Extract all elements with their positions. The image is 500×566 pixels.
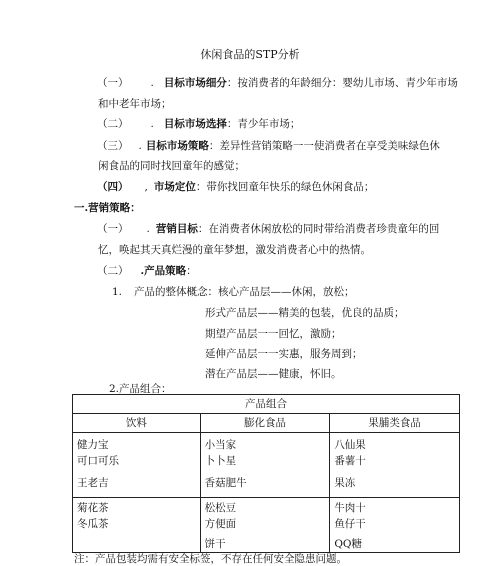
product-strategy-label: .产品策略 bbox=[140, 265, 187, 277]
marketing-goal-text: ：在消费者休闲放松的同时带给消费者珍贵童年的回 bbox=[197, 223, 440, 235]
marketing-goal-dot: . bbox=[146, 223, 150, 235]
product-strategy bbox=[97, 264, 197, 278]
table-row bbox=[73, 433, 460, 498]
table-cell bbox=[330, 433, 460, 498]
stp-item-3 bbox=[97, 139, 440, 153]
product-strategy-colon: ： bbox=[186, 265, 197, 277]
marketing-goal-num: （一） bbox=[97, 223, 129, 235]
stp-item-1-label: 目标市场细分 bbox=[163, 77, 227, 89]
table-item: 八仙果 bbox=[334, 439, 366, 451]
table-header-puffed: 膨化食品 bbox=[200, 414, 330, 433]
stp-item-3-text: ：差异性营销策略一一使消费者在享受美味绿色休 bbox=[208, 140, 440, 152]
stp-item-2 bbox=[97, 117, 300, 131]
stp-item-2-dot: . bbox=[150, 118, 154, 130]
product-concept bbox=[112, 285, 355, 299]
table-item: 松松豆 bbox=[204, 502, 237, 514]
table-header-drinks: 饮料 bbox=[73, 414, 201, 433]
table-item bbox=[77, 536, 196, 552]
stp-item-3-cont: 闲食品的同时找回童年的感觉； bbox=[98, 160, 245, 172]
table-row bbox=[73, 498, 460, 553]
stp-item-1-num: （一） bbox=[97, 77, 129, 89]
stp-item-2-num: （二） bbox=[97, 118, 129, 130]
table-item: 卜卜星 bbox=[204, 455, 237, 467]
product-layer-expected: 期望产品层一一回忆，激励； bbox=[205, 328, 342, 340]
stp-item-4-num: （四） bbox=[97, 181, 129, 193]
table-cell bbox=[200, 433, 330, 498]
product-layer-augmented: 延伸产品层一一实惠，服务周到； bbox=[205, 348, 363, 360]
table-cell bbox=[73, 498, 201, 553]
stp-item-2-text: ：青少年市场； bbox=[226, 118, 301, 130]
stp-item-4-dot: , bbox=[144, 181, 148, 193]
table-item: 饼干 bbox=[204, 538, 226, 550]
product-layer-form: 形式产品层——精美的包装，优良的品质； bbox=[205, 307, 405, 319]
table-item: 冬瓜茶 bbox=[77, 518, 109, 530]
table-item: 小当家 bbox=[204, 439, 237, 451]
stp-item-1 bbox=[97, 76, 458, 90]
table-title: 产品组合 bbox=[73, 395, 460, 414]
table-item: QQ糖 bbox=[334, 538, 363, 550]
stp-item-1-text: ：按消费者的年龄细分：婴幼儿市场、青少年市场 bbox=[226, 77, 458, 89]
section-heading-marketing: 一.营销策略： bbox=[74, 202, 141, 214]
table-item: 菊花茶 bbox=[77, 502, 109, 514]
stp-item-3-dot: . bbox=[138, 140, 142, 152]
stp-item-4-text: ：带你找回童年快乐的绿色休闲食品； bbox=[195, 181, 375, 193]
stp-item-4 bbox=[97, 180, 374, 194]
product-mix-table bbox=[72, 394, 460, 553]
table-item: 方便面 bbox=[204, 518, 237, 530]
stp-item-1-cont: 和中老年市场； bbox=[98, 98, 172, 110]
product-concept-num: 1. bbox=[112, 286, 123, 298]
marketing-goal bbox=[97, 222, 439, 236]
table-item: 鱼仔干 bbox=[334, 518, 366, 530]
stp-item-4-label: 市场定位 bbox=[153, 181, 196, 193]
product-concept-text: 产品的整体概念：核心产品层——休闲，放松； bbox=[134, 286, 355, 298]
marketing-goal-cont: 忆，唤起其天真烂漫的童年梦想，激发消费者心中的热情。 bbox=[98, 244, 371, 256]
table-cell bbox=[73, 433, 201, 498]
table-item: 王老吉 bbox=[77, 477, 109, 489]
table-item: 健力宝 bbox=[77, 439, 109, 451]
table-item: 果冻 bbox=[334, 477, 356, 489]
footnote: 注：产品包装均需有安全标签，不存在任何安全隐患问题。 bbox=[74, 553, 347, 565]
table-cell bbox=[200, 498, 330, 553]
table-header-preserved: 果脯类食品 bbox=[330, 414, 460, 433]
document-title: 休闲食品的STP分析 bbox=[200, 48, 300, 61]
stp-item-3-label: 目标市场策略 bbox=[145, 140, 209, 152]
stp-item-3-num: （三） bbox=[97, 140, 129, 152]
table-item: 番薯十 bbox=[334, 455, 366, 467]
stp-item-1-dot: . bbox=[150, 77, 154, 89]
table-item: 可口可乐 bbox=[77, 455, 119, 467]
stp-item-2-label: 目标市场选择 bbox=[163, 118, 227, 130]
table-cell bbox=[330, 498, 460, 553]
table-item: 牛肉十 bbox=[334, 502, 366, 514]
product-mix-label: 2.产品组合： bbox=[109, 383, 172, 395]
table-item: 香菇肥牛 bbox=[204, 477, 247, 489]
marketing-goal-label: 营销目标 bbox=[155, 223, 198, 235]
product-layer-potential: 潜在产品层——健康，怀旧。 bbox=[205, 368, 342, 380]
product-strategy-num: （二） bbox=[97, 265, 129, 277]
